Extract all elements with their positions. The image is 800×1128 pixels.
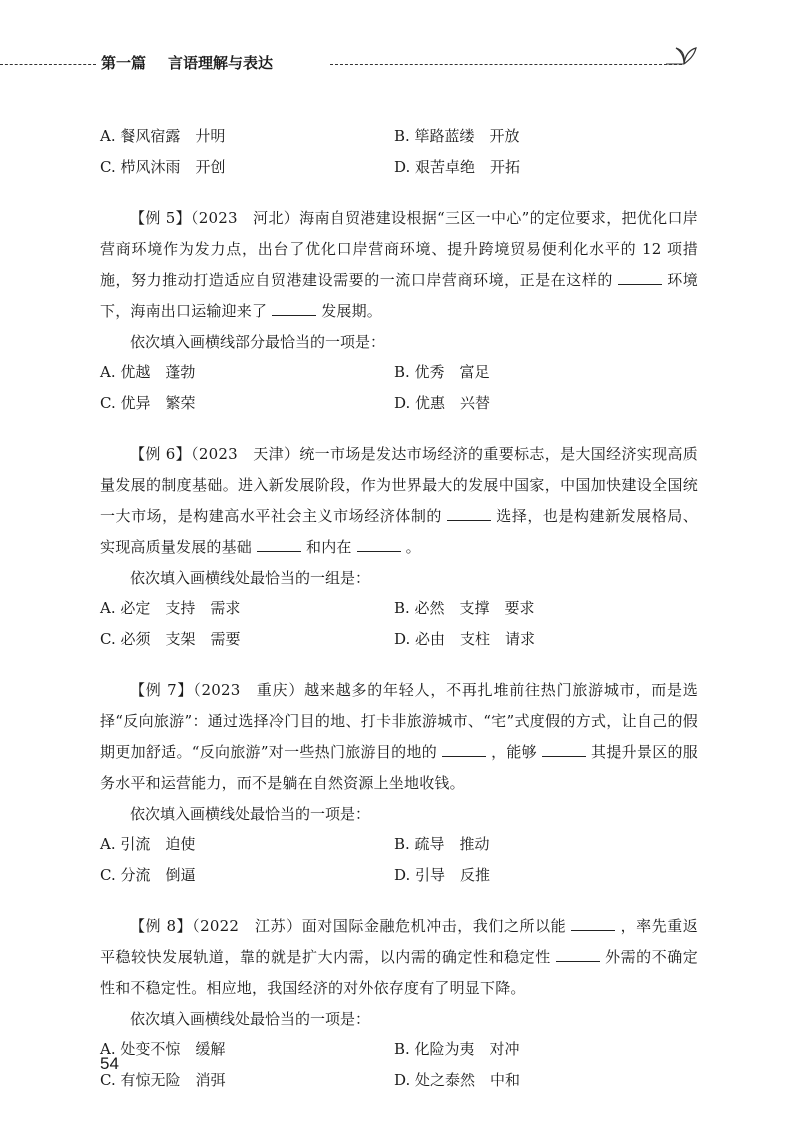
- question-source: （2023 天津）: [191, 445, 300, 463]
- option-a: A. 处变不惊 缓解: [100, 1040, 226, 1058]
- option-d: D. 引导 反推: [394, 866, 491, 884]
- fill-blank: [257, 537, 301, 552]
- option-a: A. 引流 迫使: [100, 835, 196, 853]
- question-stem: 【例 7】（2023 重庆）越来越多的年轻人，不再扎堆前往热门旅游城市，而是选择“反向旅游”：通过选择冷门目的地、打卡非旅游城市、“宅”式度假的方式，让自己的假期更加舒适。“反向旅游”对一些热门旅游目的地的 ，能够 其提升景区的服务水平和运营能力，而不是躺在自然资源上坐地收钱。: [100, 681, 698, 792]
- option-d: D. 必由 支柱 请求: [394, 630, 536, 648]
- option-c: C. 必须 支架 需要: [100, 630, 241, 648]
- fill-blank: [447, 506, 491, 521]
- question-ex6: [100, 439, 698, 649]
- option-d: D. 优惠 兴替: [394, 394, 491, 412]
- options: [100, 362, 698, 413]
- option-a: A. 餐风宿露 廾明: [100, 127, 226, 145]
- option-c: C. 栉风沐雨 开创: [100, 158, 226, 176]
- question-stem: 【例 5】（2023 河北）海南自贸港建设根据“三区一中心”的定位要求，把优化口岸营商环境作为发力点，出台了优化口岸营商环境、提升跨境贸易便利化水平的 12 项措施，努力推动打造适应自贸港建设需要的一流口岸营商环境，正是在这样的 环境下，海南出口运输迎来了 发展期。: [100, 209, 698, 320]
- option-a: A. 优越 蓬勃: [100, 363, 196, 381]
- sprout-icon: [662, 38, 702, 78]
- question-ex5: [100, 203, 698, 413]
- fill-blank: [442, 742, 486, 757]
- header-part: 第一篇: [101, 54, 147, 72]
- question-prompt: 依次填入画横线部分最恰当的一项是：: [130, 333, 386, 351]
- page-number: 54: [100, 1054, 119, 1073]
- question-prompt: 依次填入画横线处最恰当的一组是：: [130, 569, 371, 587]
- option-b: B. 必然 支撑 要求: [394, 599, 535, 617]
- question-stem: 【例 6】（2023 天津）统一市场是发达市场经济的重要标志，是大国经济实现高质量发展的制度基础。进入新发展阶段，作为世界最大的发展中国家，中国加快建设全国统一大市场，是构建高水平社会主义市场经济体制的 选择，也是构建新发展格局、实现高质量发展的基础 和内在 。: [100, 445, 699, 556]
- option-b: B. 优秀 富足: [394, 363, 490, 381]
- option-b: B. 疏导 推动: [394, 835, 490, 853]
- fill-blank: [556, 947, 600, 962]
- options: [100, 1039, 698, 1090]
- question-label: 【例 7】: [130, 681, 194, 699]
- question-source: （2022 江苏）: [192, 917, 302, 935]
- option-b: B. 筚路蓝缕 开放: [394, 127, 520, 145]
- options: [100, 598, 698, 649]
- running-header: [0, 46, 800, 76]
- header-rule-left: [0, 64, 96, 65]
- fill-blank: [272, 301, 316, 316]
- option-d: D. 艰苦卓绝 开拓: [394, 158, 521, 176]
- question-label: 【例 6】: [130, 445, 192, 463]
- fill-blank: [542, 742, 586, 757]
- question-source: （2023 重庆）: [193, 681, 305, 699]
- question-ex7: [100, 675, 698, 885]
- option-c: C. 有惊无险 消弭: [100, 1071, 226, 1089]
- fill-blank: [618, 270, 662, 285]
- option-c: C. 分流 倒逼: [100, 866, 196, 884]
- header-rule-right: [330, 64, 682, 65]
- question-prompt: 依次填入画横线处最恰当的一项是：: [130, 1010, 371, 1028]
- option-c: C. 优异 繁荣: [100, 394, 196, 412]
- header-title: 言语理解与表达: [168, 54, 274, 72]
- question-ex8: [100, 911, 698, 1090]
- question-label: 【例 8】: [130, 917, 193, 935]
- option-a: A. 必定 支持 需求: [100, 599, 241, 617]
- option-d: D. 处之泰然 中和: [394, 1071, 521, 1089]
- question-stem: 【例 8】（2022 江苏）面对国际金融危机冲击，我们之所以能 ，率先重返平稳较快发展轨道，靠的就是扩大内需，以内需的确定性和稳定性 外需的不确定性和不稳定性。相应地，我国经济的对外依存度有了明显下降。: [100, 917, 699, 997]
- prev-options: [100, 126, 698, 177]
- question-prompt: 依次填入画横线处最恰当的一项是：: [130, 805, 371, 823]
- question-source: （2023 河北）: [190, 209, 300, 227]
- fill-blank: [357, 537, 401, 552]
- question-label: 【例 5】: [130, 209, 191, 227]
- fill-blank: [571, 916, 615, 931]
- page-content: [100, 122, 698, 1090]
- options: [100, 834, 698, 885]
- option-b: B. 化险为夷 对冲: [394, 1040, 520, 1058]
